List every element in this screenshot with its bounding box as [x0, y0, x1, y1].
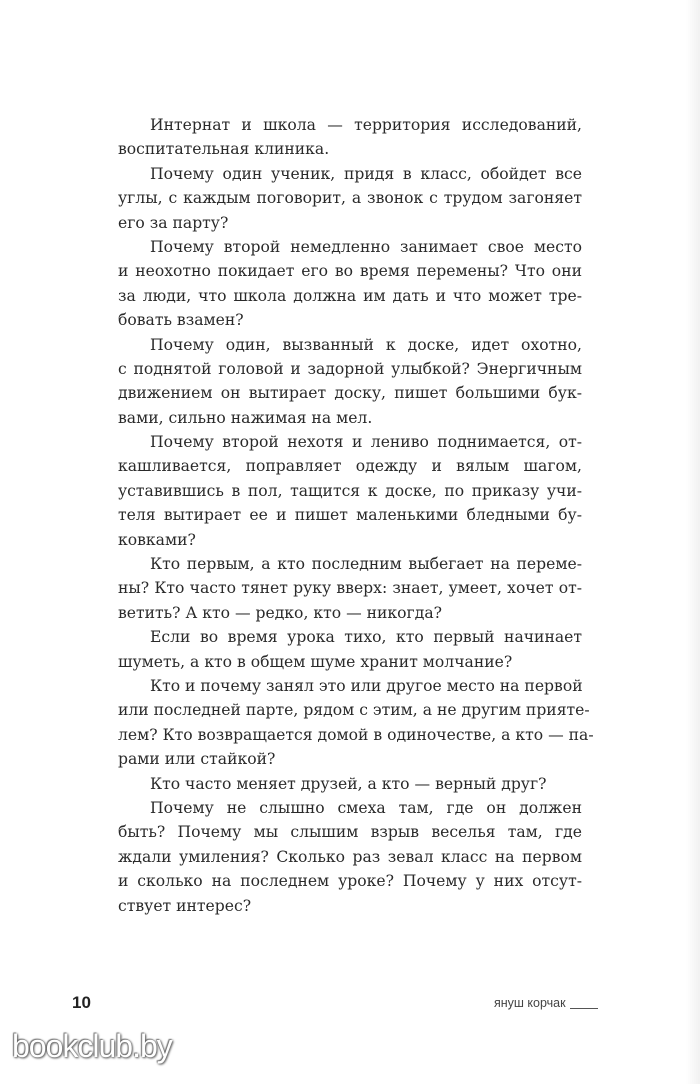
text-line: Почему второй немедленно занимает свое место [150, 237, 582, 256]
text-line: Кто часто меняет друзей, а кто — верный друг? [150, 774, 547, 793]
text-line: уставившись в пол, тащится к доске, по приказу учи- [118, 481, 582, 500]
text-line: теля вытирает ее и пишет маленькими бледными бу- [118, 506, 582, 525]
text-line: ковками? [118, 530, 196, 549]
text-line: и сколько на последнем уроке? Почему у них отсут- [118, 872, 582, 891]
page-edge-shadow [686, 0, 700, 1084]
text-line: ствует интерес? [118, 896, 252, 915]
text-line: воспитательная клиника. [118, 140, 330, 159]
running-head [494, 996, 598, 1010]
text-line: рами или стайкой? [118, 750, 276, 769]
text-line: Почему один ученик, придя в класс, обойдет все [150, 164, 582, 183]
text-line: лем? Кто возвращается домой в одиночестве, а кто — па- [118, 725, 594, 744]
running-head-rule [570, 1008, 598, 1009]
text-line: за люди, что школа должна им дать и что может тре- [118, 286, 582, 305]
text-line: Почему второй нехотя и лениво поднимается, от- [150, 433, 582, 452]
text-line: Если во время урока тихо, кто первый начинает [150, 628, 582, 647]
text-line: и неохотно покидает его во время перемены? Что они [118, 262, 582, 281]
text-line: шуметь, а кто в общем шуме хранит молчание? [118, 652, 513, 671]
text-line: или последней парте, рядом с этим, а не другим прияте- [118, 701, 590, 720]
text-line: Кто и почему занял это или другое место на первой [150, 676, 583, 695]
text-line: ждали умиления? Сколько раз зевал класс на первом [118, 847, 582, 866]
running-head-text: януш корчак [494, 996, 566, 1010]
text-line: ны? Кто часто тянет руку вверх: знает, умеет, хочет от- [118, 579, 582, 598]
text-line: его за парту? [118, 213, 229, 232]
body-text [118, 113, 594, 918]
text-line: с поднятой головой и задорной улыбкой? Энергичным [118, 359, 582, 378]
text-line: углы, с каждым поговорит, а звонок с трудом загоняет [118, 189, 582, 208]
page-number: 10 [72, 993, 91, 1012]
text-line: Интернат и школа — территория исследований, [150, 116, 582, 134]
text-line: Почему не слышно смеха там, где он должен [150, 798, 582, 817]
text-line: Кто первым, а кто последним выбегает на переме- [150, 555, 582, 574]
text-line: ветить? А кто — редко, кто — никогда? [118, 603, 442, 622]
text-line: быть? Почему мы слышим взрыв веселья там, где [118, 823, 582, 842]
text-line: Почему один, вызванный к доске, идет охотно, [150, 335, 582, 354]
text-line: кашливается, поправляет одежду и вялым шагом, [118, 457, 582, 476]
watermark: bookclub.by [12, 1028, 172, 1064]
text-line: движением он вытирает доску, пишет большими бук- [118, 384, 582, 403]
text-line: вами, сильно нажимая на мел. [118, 408, 373, 427]
text-line: бовать взамен? [118, 311, 244, 330]
